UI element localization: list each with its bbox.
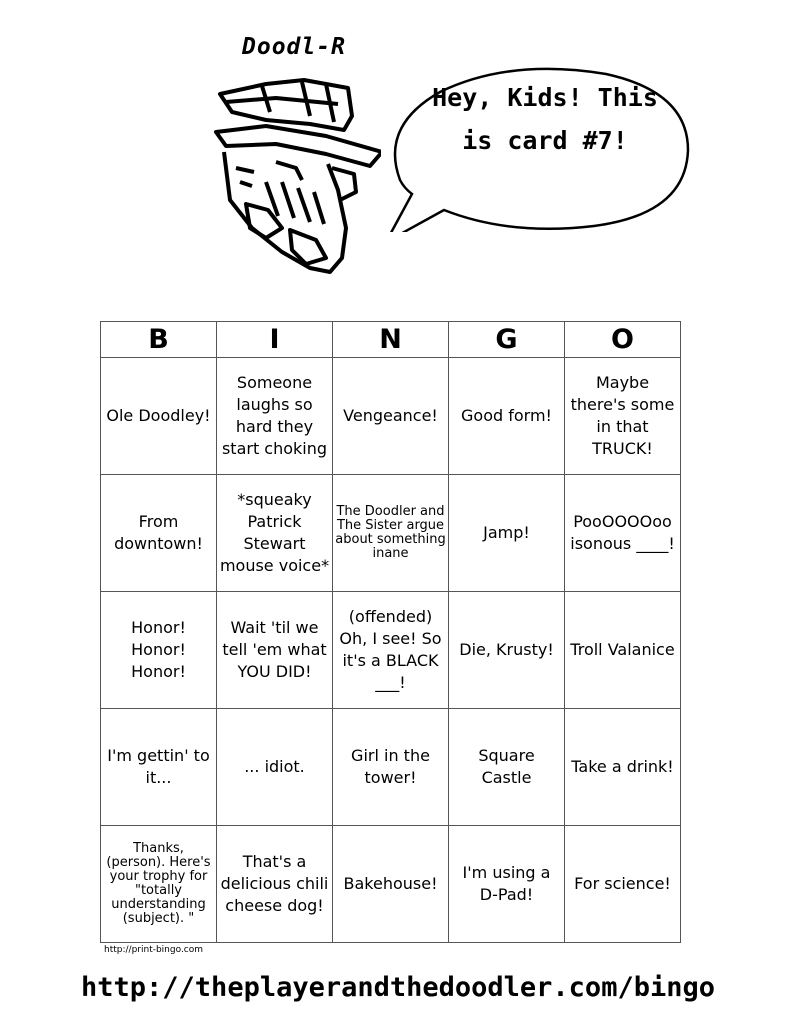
bingo-cell: Good form! <box>449 358 565 475</box>
bingo-cell: Square Castle <box>449 709 565 826</box>
bingo-row <box>101 592 681 709</box>
bingo-cell: From downtown! <box>101 475 217 592</box>
column-header-i: I <box>217 322 333 358</box>
speech-line-2: is card #7! <box>462 126 628 155</box>
bingo-row <box>101 358 681 475</box>
bingo-cell: (offended) Oh, I see! So it's a BLACK ___! <box>333 592 449 709</box>
bingo-row <box>101 826 681 943</box>
speech-text <box>410 76 680 162</box>
bingo-cell: Wait 'til we tell 'em what YOU DID! <box>217 592 333 709</box>
column-header-n: N <box>333 322 449 358</box>
bingo-cell: Jamp! <box>449 475 565 592</box>
bingo-cell: Take a drink! <box>565 709 681 826</box>
hat-face-doodle-icon <box>206 32 381 282</box>
column-header-o: O <box>565 322 681 358</box>
bingo-row <box>101 475 681 592</box>
bingo-cell: Bakehouse! <box>333 826 449 943</box>
site-url: http://theplayerandthedoodler.com/bingo <box>81 972 715 1003</box>
bingo-cell: Someone laughs so hard they start choking <box>217 358 333 475</box>
bingo-cell: PooOOOOoo isonous ____! <box>565 475 681 592</box>
bingo-cell: I'm using a D-Pad! <box>449 826 565 943</box>
bingo-cell: Maybe there's some in that TRUCK! <box>565 358 681 475</box>
print-bingo-credit: http://print-bingo.com <box>104 945 204 955</box>
doodler-mascot <box>206 32 381 282</box>
bingo-card <box>100 321 681 943</box>
bingo-row <box>101 709 681 826</box>
bingo-cell: The Doodler and The Sister argue about something inane <box>333 475 449 592</box>
bingo-cell: Thanks, (person). Here's your trophy for "totally understanding (subject). " <box>101 826 217 943</box>
bingo-cell: *squeaky Patrick Stewart mouse voice* <box>217 475 333 592</box>
bingo-cell: ... idiot. <box>217 709 333 826</box>
column-header-g: G <box>449 322 565 358</box>
bingo-cell: Girl in the tower! <box>333 709 449 826</box>
bingo-cell: I'm gettin' to it... <box>101 709 217 826</box>
bingo-header-row <box>101 322 681 358</box>
bingo-cell: For science! <box>565 826 681 943</box>
bingo-cell: Troll Valanice <box>565 592 681 709</box>
bingo-cell: Honor! Honor! Honor! <box>101 592 217 709</box>
bingo-cell: That's a delicious chili cheese dog! <box>217 826 333 943</box>
logo-name: Doodl-R <box>242 34 346 60</box>
speech-line-1: Hey, Kids! This <box>432 83 658 112</box>
column-header-b: B <box>101 322 217 358</box>
bingo-cell: Ole Doodley! <box>101 358 217 475</box>
bingo-cell: Vengeance! <box>333 358 449 475</box>
bingo-cell: Die, Krusty! <box>449 592 565 709</box>
